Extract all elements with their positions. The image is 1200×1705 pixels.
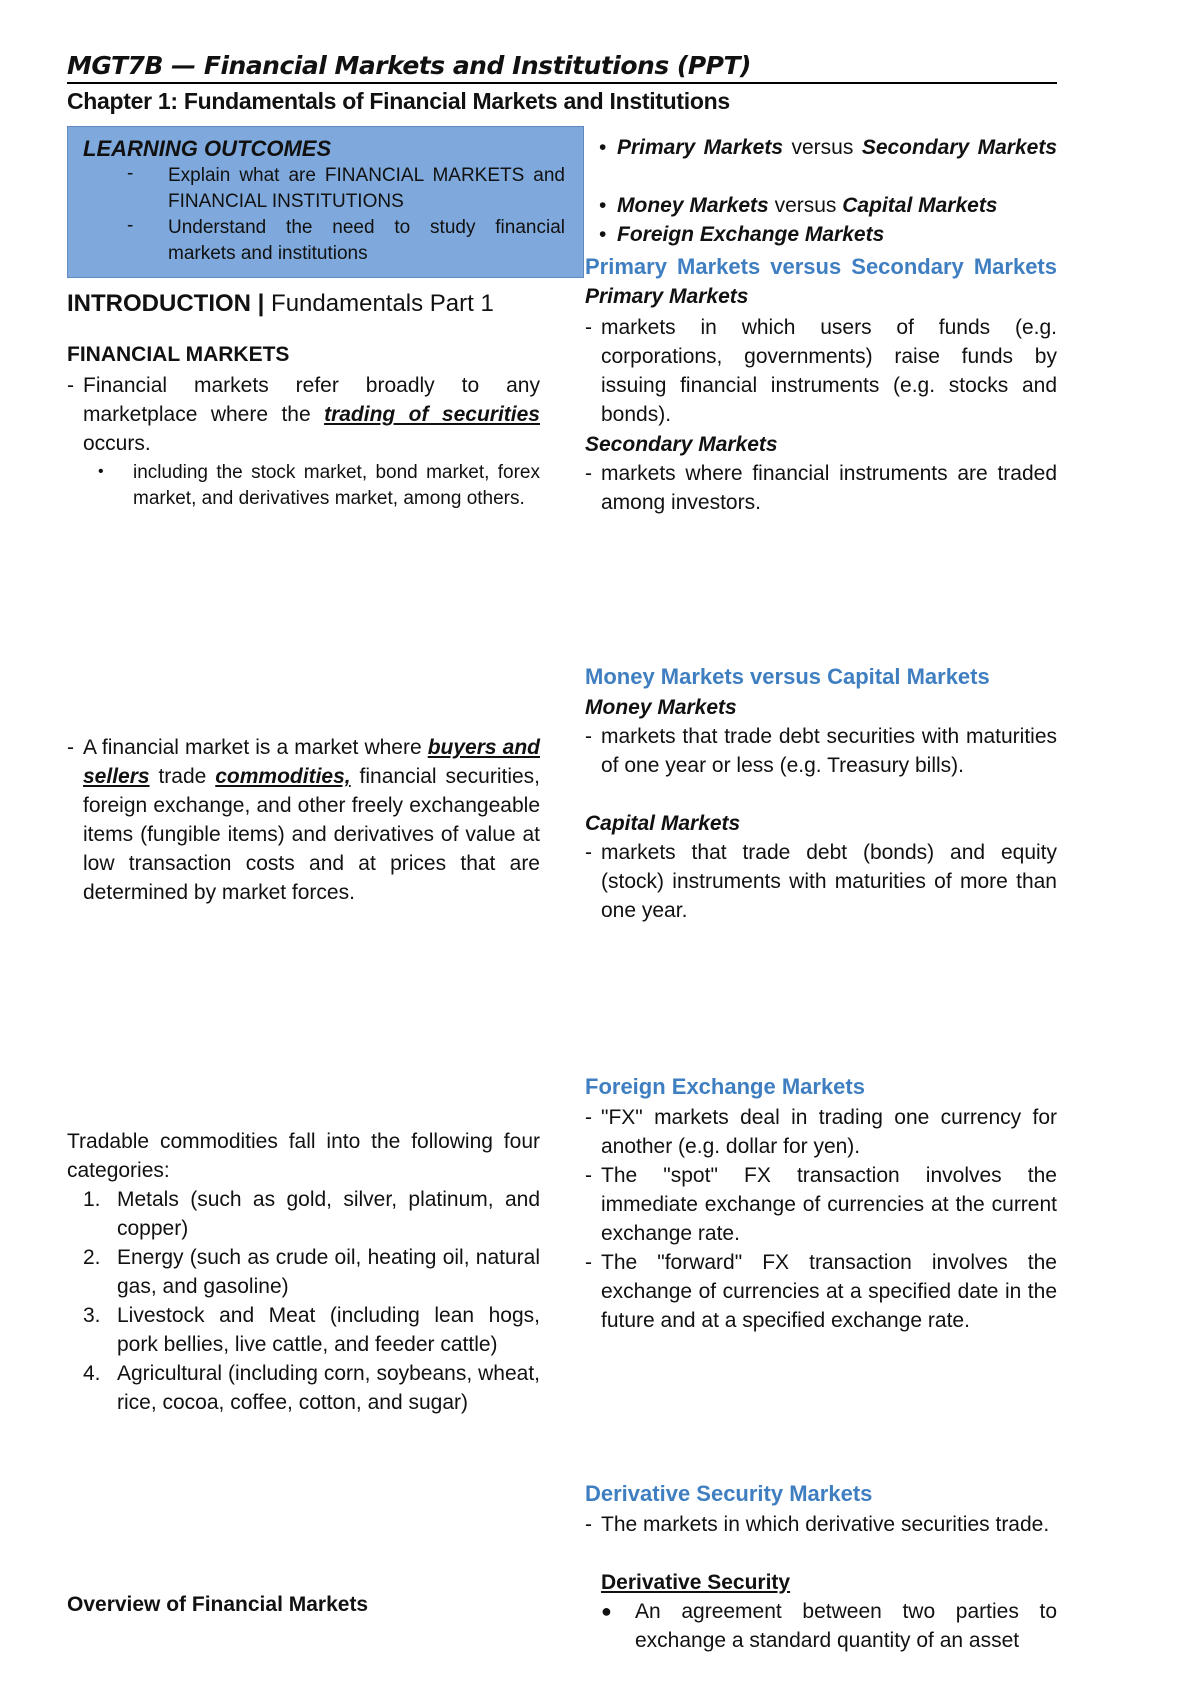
secondary-label: Secondary Markets [585,433,778,456]
lo-item-2: Understand the need to study financial markets and institutions [168,217,565,264]
dash: - [585,1513,592,1536]
dash: - [585,316,592,339]
list-item-text: Metals (such as gold, silver, platinum, and copper) [117,1188,540,1240]
secondary-text: markets where financial instruments are traded among investors. [601,462,1057,514]
list-item [585,220,1057,249]
list-number: 1. [83,1188,101,1211]
primary-vs-secondary-section [585,252,1057,311]
fm-sub-bullet: including the stock market, bond market, forex market, and derivatives market, among others. [133,462,540,509]
introduction-heading [67,290,494,318]
fm-p2-emphasis-2: commodities, [215,765,351,788]
bullet-dot: • [599,136,607,159]
bullet-connector: versus [791,136,854,159]
fx-item [585,1103,1057,1161]
dash: - [585,841,592,864]
dash: - [67,374,74,397]
financial-markets-heading: FINANCIAL MARKETS [67,343,290,366]
list-item-text: Livestock and Meat (including lean hogs, pork bellies, live cattle, and feeder cattle) [117,1304,540,1356]
bullet-term-a: Primary Markets [617,136,784,159]
fx-item [585,1161,1057,1248]
list-item-line [617,220,1057,249]
chapter-title: Chapter 1: Fundamentals of Financial Markets and Institutions [67,88,730,114]
list-number: 2. [83,1246,101,1269]
top-bullets [585,133,1057,249]
capital-text: markets that trade debt (bonds) and equity (stock) instruments with maturities of more than one year. [601,841,1057,922]
list-item-line [617,133,1057,162]
capital-label: Capital Markets [585,812,741,835]
dash: - [585,725,592,748]
bullet-dot: • [98,463,104,480]
dash: - [67,736,74,759]
list-item-line [617,191,1057,220]
lo-dash-1: - [127,163,134,184]
primary-text: markets in which users of funds (e.g. corporations, governments) raise funds by issuing financial instruments (e.g. stocks and bonds). [601,316,1057,426]
primary-label: Primary Markets [585,285,749,308]
dash: - [585,462,592,485]
derivative-heading: Derivative Security Markets [585,1481,873,1506]
derivative-bullet: An agreement between two parties to exchange a standard quantity of an asset [635,1600,1057,1652]
dash: - [585,1106,592,1129]
lo-item-1: Explain what are FINANCIAL MARKETS and FINANCIAL INSTITUTIONS [168,165,565,212]
pvs-heading [585,252,1057,311]
list-item [67,1185,540,1243]
dash: - [585,1164,592,1187]
money-label: Money Markets [585,696,737,719]
learning-outcomes-heading: LEARNING OUTCOMES [83,136,332,161]
list-item [67,1359,540,1446]
list-number: 3. [83,1304,101,1327]
fm-paragraph-2-text [83,733,540,907]
list-item [67,1301,540,1359]
list-item-text: Energy (such as crude oil, heating oil, natural gas, and gasoline) [117,1246,540,1298]
bullet-connector: versus [774,194,837,217]
fm-p2-text-b: trade [158,765,207,788]
fx-item-text: The "forward" FX transaction involves the exchange of currencies at a specified date in the future and at a specified exchange rate. [601,1251,1057,1332]
fm-p1-text-a: Financial markets refer broadly to any marketplace where the [83,374,540,426]
bullet-term-a: Foreign Exchange Markets [617,223,885,246]
fm-p2-text-c: financial securities, foreign exchange, and other freely exchangeable items (fungible items) and derivatives of value at low transaction costs and at prices that are determined by market forces. [83,765,541,904]
money-vs-capital-heading: Money Markets versus Capital Markets [585,664,990,689]
fm-paragraph-1-text [83,371,540,458]
intro-label: INTRODUCTION [67,290,251,317]
fm-p2-emphasis-1: buyers and sellers [83,736,540,788]
bullet-term-a: Money Markets [617,194,769,217]
fm-p1-emphasis: trading of securities [324,403,540,426]
bullet-dot: • [599,223,607,246]
derivative-security-subheading: Derivative Security [601,1571,791,1594]
bullet-term-b: Secondary Markets [861,136,1058,159]
fx-item [585,1248,1057,1364]
tradable-list [67,1185,540,1446]
bullet-dot: ● [601,1601,612,1621]
intro-subtitle: Fundamentals Part 1 [271,290,494,317]
document-title: MGT7B — Financial Markets and Institutions (PPT) [67,52,1057,84]
money-text: markets that trade debt securities with maturities of one year or less (e.g. Treasury bills). [601,725,1057,777]
fm-p1-text-b: occurs. [83,432,151,455]
list-item [585,191,1057,220]
tradable-intro: Tradable commodities fall into the following four categories: [67,1130,540,1182]
list-item [67,1243,540,1301]
bullet-term-b: Capital Markets [842,194,998,217]
list-number: 4. [83,1362,101,1385]
overview-heading: Overview of Financial Markets [67,1593,369,1616]
dash: - [585,1251,592,1274]
fx-item-text: "FX" markets deal in trading one currency for another (e.g. dollar for yen). [601,1106,1057,1158]
fm-p2-text-a: A financial market is a market where [83,736,422,759]
list-item-text: Agricultural (including corn, soybeans, wheat, rice, cocoa, coffee, cotton, and sugar) [117,1362,540,1414]
fx-heading: Foreign Exchange Markets [585,1074,865,1099]
intro-separator: | [257,290,265,317]
derivative-text: The markets in which derivative securities trade. [601,1513,1050,1536]
lo-dash-2: - [127,215,134,236]
bullet-dot: • [599,194,607,217]
list-item [585,133,1057,191]
pvs-heading-text: Primary Markets versus Secondary Markets [585,254,1057,279]
fx-item-text: The "spot" FX transaction involves the immediate exchange of currencies at the current exchange rate. [601,1164,1057,1245]
